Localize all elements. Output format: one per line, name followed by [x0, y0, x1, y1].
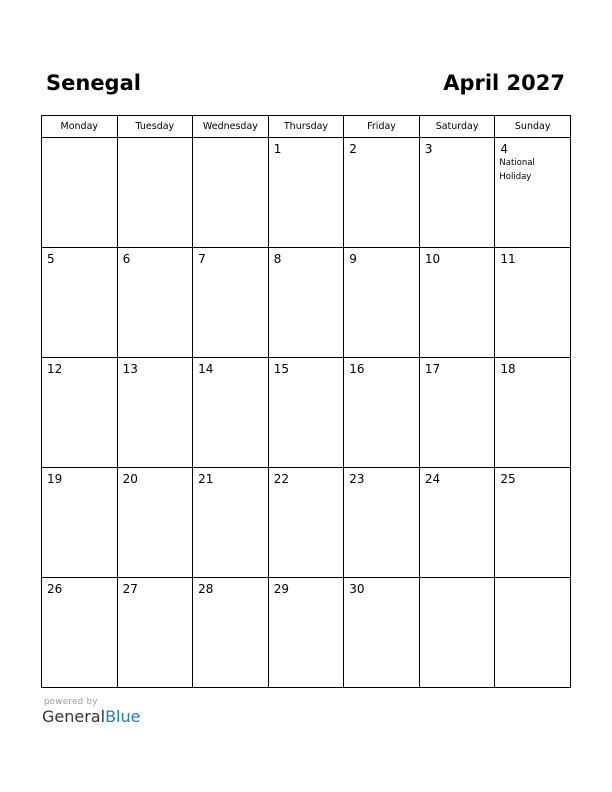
week-row-2	[42, 248, 571, 358]
day-number	[495, 578, 570, 582]
day-cell	[495, 358, 571, 468]
day-number: 20	[122, 472, 138, 486]
weekday-header-row	[42, 116, 571, 138]
day-number: 29	[273, 582, 289, 596]
day-cell	[117, 138, 193, 248]
day-number: 15	[273, 362, 289, 376]
day-cell	[193, 468, 269, 578]
day-cell	[268, 578, 344, 688]
country-title: Senegal	[46, 71, 141, 95]
day-cell	[42, 468, 118, 578]
day-cell	[419, 358, 495, 468]
day-cell	[344, 468, 420, 578]
weekday-sunday: Sunday	[495, 116, 571, 138]
day-number: 2	[349, 142, 357, 156]
day-number: 25	[500, 472, 516, 486]
day-number	[420, 578, 495, 582]
day-cell	[117, 578, 193, 688]
day-number: 1	[273, 142, 282, 156]
weekday-wednesday: Wednesday	[193, 116, 269, 138]
weekday-friday: Friday	[344, 116, 420, 138]
day-cell	[268, 138, 344, 248]
day-number: 6	[122, 252, 131, 266]
day-number: 7	[198, 252, 206, 266]
calendar-grid	[41, 115, 571, 688]
day-cell	[344, 358, 420, 468]
day-cell	[495, 248, 571, 358]
day-cell	[42, 138, 118, 248]
day-number: 23	[349, 472, 365, 486]
weekday-saturday: Saturday	[419, 116, 495, 138]
day-cell	[117, 358, 193, 468]
day-number: 18	[500, 362, 516, 376]
day-number: 27	[122, 582, 138, 596]
day-cell	[42, 358, 118, 468]
brand-name-part1: General	[42, 707, 106, 726]
day-number: 13	[122, 362, 138, 376]
day-cell	[419, 468, 495, 578]
week-row-3	[42, 358, 571, 468]
day-cell	[193, 578, 269, 688]
week-row-5	[42, 578, 571, 688]
day-number: 22	[273, 472, 289, 486]
day-cell	[117, 248, 193, 358]
day-cell	[117, 468, 193, 578]
week-row-4	[42, 468, 571, 578]
brand-name-part2: Blue	[105, 707, 141, 726]
day-cell	[193, 138, 269, 248]
day-cell	[42, 578, 118, 688]
day-cell	[344, 138, 420, 248]
day-cell	[344, 578, 420, 688]
day-cell	[268, 358, 344, 468]
day-number: 11	[500, 252, 516, 266]
day-number: 19	[47, 472, 63, 486]
day-number: 26	[47, 582, 63, 596]
day-number: 9	[349, 252, 357, 266]
day-number: 24	[424, 472, 441, 486]
day-number: 21	[198, 472, 214, 486]
day-cell	[419, 138, 495, 248]
day-cell	[495, 578, 571, 688]
day-number: 16	[349, 362, 365, 376]
generalblue-logo[interactable]	[42, 707, 140, 727]
day-number	[193, 138, 268, 142]
day-cell	[495, 138, 571, 248]
day-number: 12	[47, 362, 63, 376]
day-number: 3	[424, 142, 433, 156]
powered-by-label: powered by	[44, 697, 98, 707]
day-cell	[419, 578, 495, 688]
day-number: 8	[273, 252, 282, 266]
day-number: 4	[500, 142, 509, 156]
holiday-label: National Holiday	[499, 158, 535, 182]
day-number: 28	[198, 582, 214, 596]
day-cell	[419, 248, 495, 358]
day-number	[42, 138, 117, 142]
weekday-thursday: Thursday	[268, 116, 344, 138]
day-cell	[268, 468, 344, 578]
day-cell	[344, 248, 420, 358]
day-number	[118, 138, 193, 142]
day-cell	[268, 248, 344, 358]
day-number: 10	[424, 252, 441, 266]
day-cell	[495, 468, 571, 578]
day-number: 14	[198, 362, 214, 376]
month-year-title: April 2027	[443, 71, 565, 95]
day-cell	[193, 358, 269, 468]
week-row-1	[42, 138, 571, 248]
day-number: 17	[424, 362, 441, 376]
weekday-tuesday: Tuesday	[117, 116, 193, 138]
day-number: 5	[47, 252, 55, 266]
day-number: 30	[349, 582, 365, 596]
day-cell	[42, 248, 118, 358]
weekday-monday: Monday	[42, 116, 118, 138]
day-cell	[193, 248, 269, 358]
